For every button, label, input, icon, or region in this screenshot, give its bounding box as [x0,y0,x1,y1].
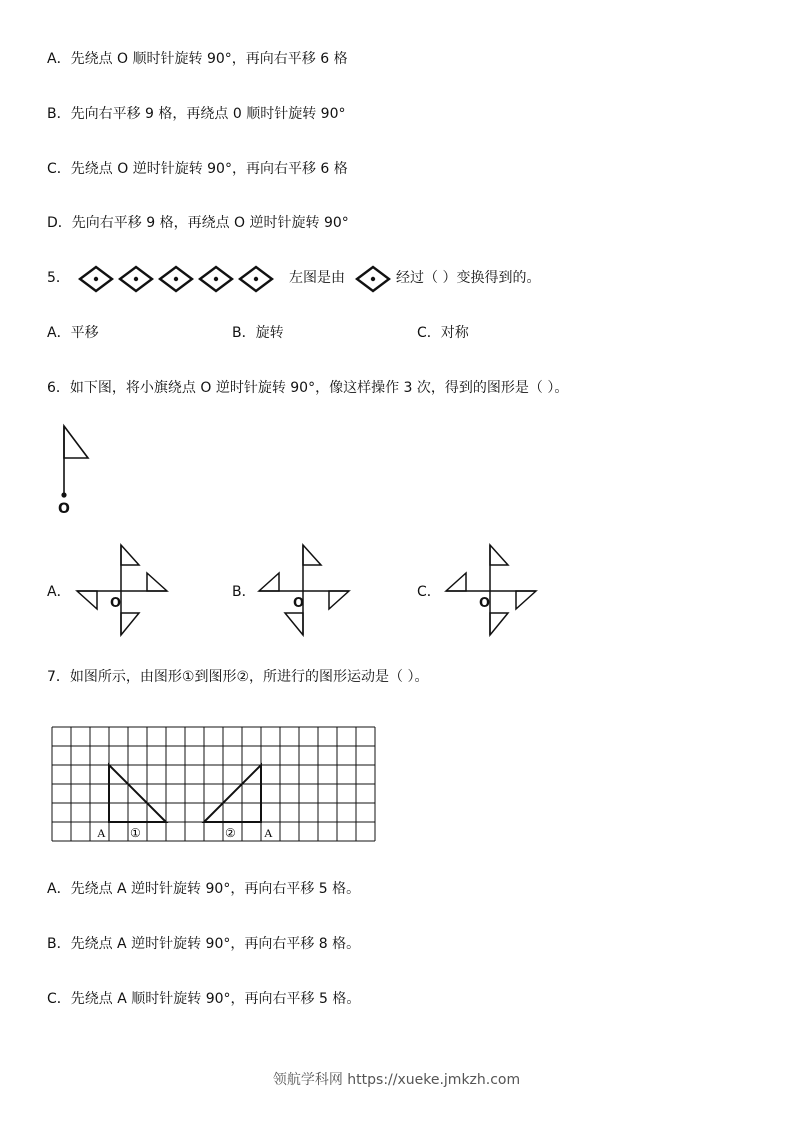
q6-option-b-figure [255,543,355,639]
q6-flag-figure [50,424,100,516]
q4-option-c: C．先绕点 O 逆时针旋转 90°，再向右平移 6 格 [47,161,348,177]
q6-option-b-point-label: O [293,596,305,611]
q6-option-c-label: C． [417,584,441,600]
q5-number: 5． [47,270,70,286]
q6-question: 6．如下图，将小旗绕点 O 逆时针旋转 90°，像这样操作 3 次，得到的图形是（ ）。 [47,380,569,396]
q5-option-c: C．对称 [417,325,469,341]
q7-point-a-label-left: A [97,826,106,840]
q4-option-a: A．先绕点 O 顺时针旋转 90°，再向右平移 6 格 [47,51,348,67]
q6-option-a-figure [73,543,173,639]
q7-figure-1-label: ① [130,826,141,840]
q7-option-c: C．先绕点 A 顺时针旋转 90°，再向右平移 5 格。 [47,991,361,1007]
q7-grid-figure [52,727,378,843]
q7-point-a-label-right: A [264,826,273,840]
q5-option-b: B．旋转 [232,325,284,341]
q6-option-b-label: B． [232,584,256,600]
q7-option-a: A．先绕点 A 逆时针旋转 90°，再向右平移 5 格。 [47,881,361,897]
q5-option-a: A．平移 [47,325,99,341]
q5-single-diamond-figure [355,265,395,293]
q7-option-b: B．先绕点 A 逆时针旋转 90°，再向右平移 8 格。 [47,936,361,952]
q6-option-c-figure [442,543,542,639]
q4-option-d: D．先向右平移 9 格，再绕点 O 逆时针旋转 90° [47,215,349,231]
q6-option-a-point-label: O [110,596,122,611]
q5-text-before: 左图是由 [289,270,345,286]
q5-diamond-row-figure [78,265,288,293]
q7-figure-2-triangle [204,765,261,822]
q6-option-a-label: A． [47,584,71,600]
q6-point-o-label: O [58,501,70,517]
q6-option-c-point-label: O [479,596,491,611]
footer-watermark: 领航学科网 https://xueke.jmkzh.com [272,1072,521,1088]
q7-figure-1-triangle [109,765,166,822]
q5-text-after: 经过（ ）变换得到的。 [396,270,541,286]
q7-question: 7．如图所示，由图形①到图形②，所进行的图形运动是（ ）。 [47,669,429,685]
q4-option-b: B．先向右平移 9 格，再绕点 0 顺时针旋转 90° [47,106,346,122]
q7-figure-2-label: ② [225,826,236,840]
